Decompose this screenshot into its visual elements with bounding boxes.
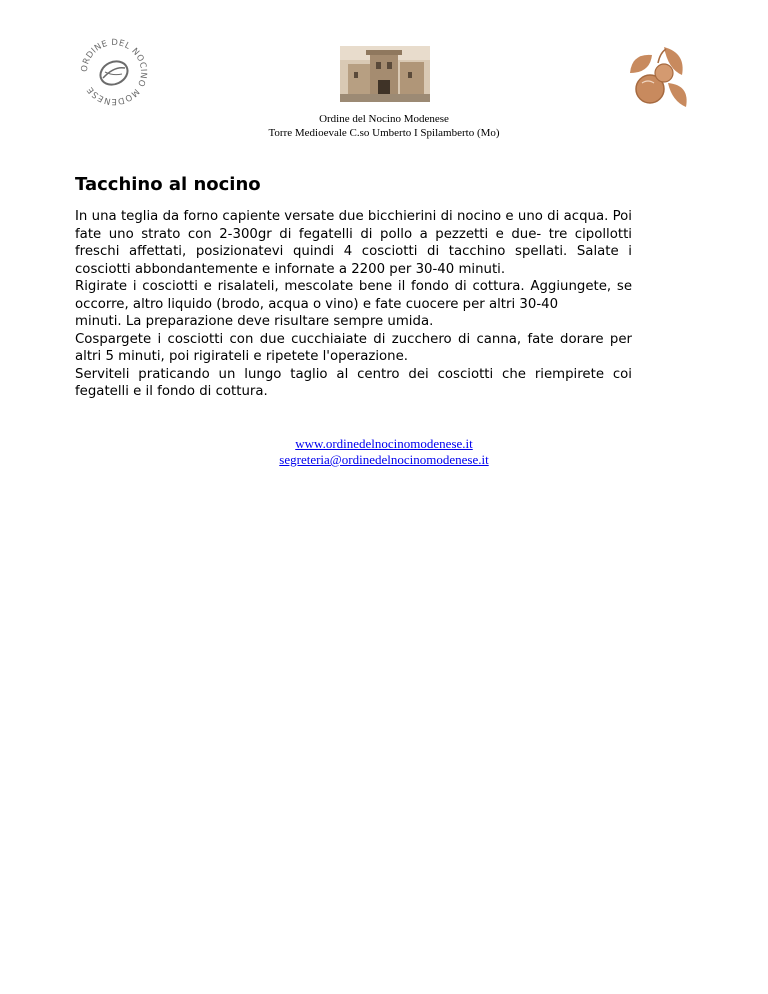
- footer-links: [0, 436, 768, 468]
- svg-text:ORDINE DEL NOCINO MODENESE: ORDINE DEL NOCINO MODENESE: [80, 38, 148, 106]
- recipe-paragraph: Serviteli praticando un lungo taglio al centro dei cosciotti che riempirete coi fegatelli e il fondo di cottura.: [75, 366, 632, 399]
- tower-image: [340, 46, 430, 102]
- recipe-paragraph: In una teglia da forno capiente versate due bicchierini di nocino e uno di acqua. Poi fate uno strato con 2-300gr di fegatelli di pollo a pezzetti e due- tre cipollotti freschi affettati, posizionatevi quindi 4 cosciotti di tacchino spellati. Salate i cosciotti abbondantemente e infornate a 2200 per 30-40 minuti.: [75, 209, 632, 277]
- website-link[interactable]: www.ordinedelnocinomodenese.it: [295, 436, 473, 451]
- recipe-paragraph: Cospargete i cosciotti con due cucchiaiate di zucchero di canna, fate dorare per altri 5 minuti, poi rigirateli e ripetete l'operazione.: [75, 331, 632, 364]
- recipe-body: [75, 208, 632, 401]
- recipe-paragraph: Rigirate i cosciotti e risalateli, mescolate bene il fondo di cottura. Aggiungete, se occorre, altro liquido (brodo, acqua o vino) e fate cuocere per altri 30-40: [75, 279, 632, 312]
- email-link[interactable]: segreteria@ordinedelnocinomodenese.it: [279, 452, 489, 467]
- nocino-logo-icon: [80, 38, 148, 106]
- organization-name: Ordine del Nocino Modenese: [319, 113, 449, 125]
- organization-header: [0, 112, 768, 140]
- recipe-title: Tacchino al nocino: [75, 174, 261, 195]
- organization-address: Torre Medioevale C.so Umberto I Spilamberto (Mo): [268, 127, 500, 139]
- recipe-paragraph: minuti. La preparazione deve risultare sempre umida.: [75, 314, 434, 329]
- walnut-icon: [624, 43, 692, 118]
